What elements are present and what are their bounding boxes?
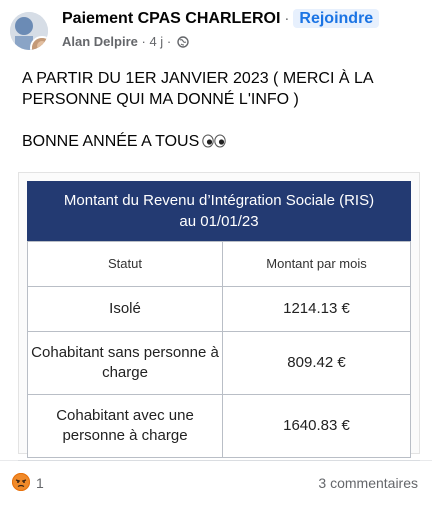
post-meta bbox=[62, 34, 189, 51]
table-row bbox=[28, 332, 411, 395]
cell-statut: Cohabitant avec une personne à charge bbox=[28, 395, 223, 458]
table-header-row bbox=[28, 242, 411, 287]
post-message bbox=[22, 68, 417, 154]
eyes-emoji-icon bbox=[202, 133, 226, 154]
table-row bbox=[28, 287, 411, 332]
col-header-montant: Montant par mois bbox=[223, 242, 411, 287]
post-text-line2-wrap bbox=[22, 131, 417, 154]
cell-statut: Cohabitant sans personne à charge bbox=[28, 332, 223, 395]
meta-separator-2: · bbox=[166, 34, 172, 49]
post-time-link[interactable]: 4 j bbox=[149, 34, 164, 49]
ris-table-image[interactable] bbox=[18, 172, 420, 454]
globe-icon bbox=[177, 36, 189, 51]
cell-montant: 809.42 € bbox=[223, 332, 411, 395]
col-header-statut: Statut bbox=[28, 242, 223, 287]
post-text-line1: A PARTIR DU 1ER JANVIER 2023 ( MERCI À LA PERSONNE QUI MA DONNÉ L'INFO ) bbox=[22, 70, 373, 108]
cell-statut: Isolé bbox=[28, 287, 223, 332]
group-line bbox=[62, 10, 379, 28]
post-footer bbox=[0, 461, 432, 512]
table-title-line2: au 01/01/23 bbox=[179, 213, 259, 230]
table-title-line1: Montant du Revenu d’Intégration Sociale (RIS) bbox=[63, 192, 375, 209]
table-title bbox=[27, 181, 411, 241]
join-button[interactable]: Rejoindre bbox=[293, 9, 379, 28]
cell-montant: 1214.13 € bbox=[223, 287, 411, 332]
cell-montant: 1640.83 € bbox=[223, 395, 411, 458]
reaction-count[interactable]: 1 bbox=[36, 475, 44, 491]
separator-dot: · bbox=[284, 10, 290, 27]
table-row bbox=[28, 395, 411, 458]
author-name-link[interactable]: Alan Delpire bbox=[62, 34, 138, 49]
post-header bbox=[10, 8, 422, 56]
angry-reaction-icon[interactable] bbox=[12, 473, 30, 491]
group-name-link[interactable]: Paiement CPAS CHARLEROI bbox=[62, 10, 281, 27]
post-text-line2: BONNE ANNÉE A TOUS bbox=[22, 133, 200, 150]
comments-link[interactable]: 3 commentaires bbox=[318, 475, 418, 491]
meta-separator: · bbox=[141, 34, 146, 49]
ris-table bbox=[27, 241, 411, 458]
group-avatar[interactable] bbox=[10, 12, 48, 50]
